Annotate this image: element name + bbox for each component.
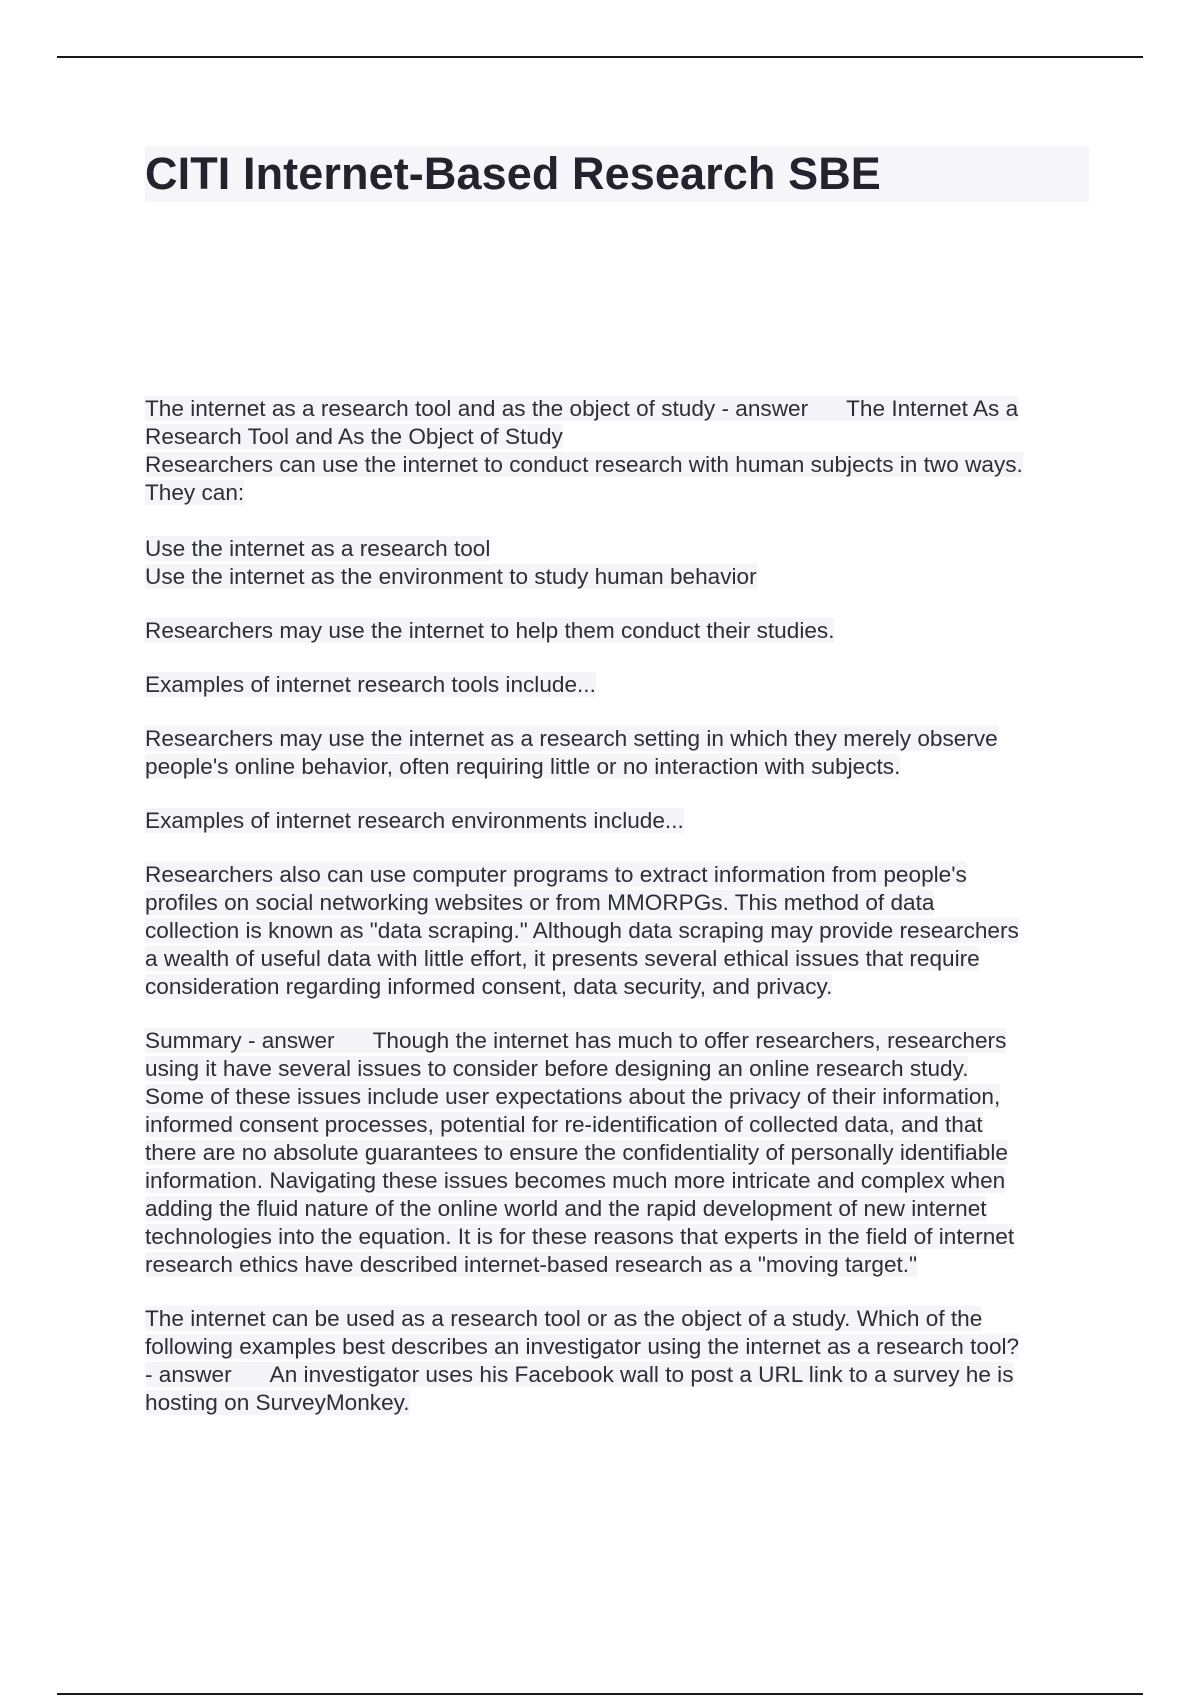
- text-line: Researchers may use the internet as a research setting in which they merely observe: [145, 726, 998, 751]
- text-line: informed consent processes, potential for re-identification of collected data, and that: [145, 1112, 983, 1137]
- document-title: CITI Internet-Based Research SBE: [145, 148, 881, 199]
- text-line: information. Navigating these issues becomes much more intricate and complex when: [145, 1168, 1006, 1193]
- text-line: Research Tool and As the Object of Study: [145, 424, 563, 449]
- title-block: [145, 146, 1089, 202]
- text-line: adding the fluid nature of the online world and the rapid development of new internet: [145, 1196, 987, 1221]
- text-line: a wealth of useful data with little effort, it presents several ethical issues that require: [145, 946, 980, 971]
- entry-environments-examples: [145, 807, 1095, 835]
- entry-help-conduct: [145, 617, 1095, 645]
- text-line: - answer An investigator uses his Facebook wall to post a URL link to a survey he is: [145, 1362, 1014, 1387]
- entry-research-tool-question: [145, 1305, 1095, 1417]
- text-line: following examples best describes an investigator using the internet as a research tool?: [145, 1334, 1020, 1359]
- text-line: Examples of internet research environments include...: [145, 808, 684, 833]
- text-line: using it have several issues to consider before designing an online research study.: [145, 1056, 969, 1081]
- top-rule: [57, 56, 1143, 58]
- text-line: research ethics have described internet-based research as a "moving target.": [145, 1252, 918, 1277]
- entry-data-scraping: [145, 861, 1095, 1001]
- entry-two-ways-list: [145, 535, 1095, 591]
- entry-summary: [145, 1027, 1095, 1279]
- text-line: Use the internet as the environment to study human behavior: [145, 564, 757, 589]
- text-line: Researchers can use the internet to conduct research with human subjects in two ways.: [145, 452, 1023, 477]
- bottom-rule: [57, 1693, 1143, 1695]
- text-line: They can:: [145, 480, 245, 505]
- text-line: Examples of internet research tools include...: [145, 672, 596, 697]
- document-body: [145, 395, 1095, 1417]
- text-line: Summary - answer Though the internet has much to offer researchers, researchers: [145, 1028, 1007, 1053]
- text-line: Researchers also can use computer programs to extract information from people's: [145, 862, 967, 887]
- text-line: collection is known as "data scraping." Although data scraping may provide researchers: [145, 918, 1019, 943]
- text-line: technologies into the equation. It is for these reasons that experts in the field of internet: [145, 1224, 1015, 1249]
- entry-internet-as-tool: [145, 395, 1095, 507]
- entry-tools-examples: [145, 671, 1095, 699]
- text-line: The internet can be used as a research tool or as the object of a study. Which of the: [145, 1306, 983, 1331]
- text-line: The internet as a research tool and as the object of study - answer The Internet As a: [145, 396, 1019, 421]
- text-line: Some of these issues include user expectations about the privacy of their information,: [145, 1084, 1001, 1109]
- text-line: consideration regarding informed consent, data security, and privacy.: [145, 974, 833, 999]
- text-line: Researchers may use the internet to help them conduct their studies.: [145, 618, 835, 643]
- text-line: people's online behavior, often requiring little or no interaction with subjects.: [145, 754, 901, 779]
- entry-research-setting: [145, 725, 1095, 781]
- text-line: Use the internet as a research tool: [145, 536, 491, 561]
- text-line: there are no absolute guarantees to ensure the confidentiality of personally identifiable: [145, 1140, 1008, 1165]
- text-line: hosting on SurveyMonkey.: [145, 1390, 410, 1415]
- text-line: profiles on social networking websites or from MMORPGs. This method of data: [145, 890, 935, 915]
